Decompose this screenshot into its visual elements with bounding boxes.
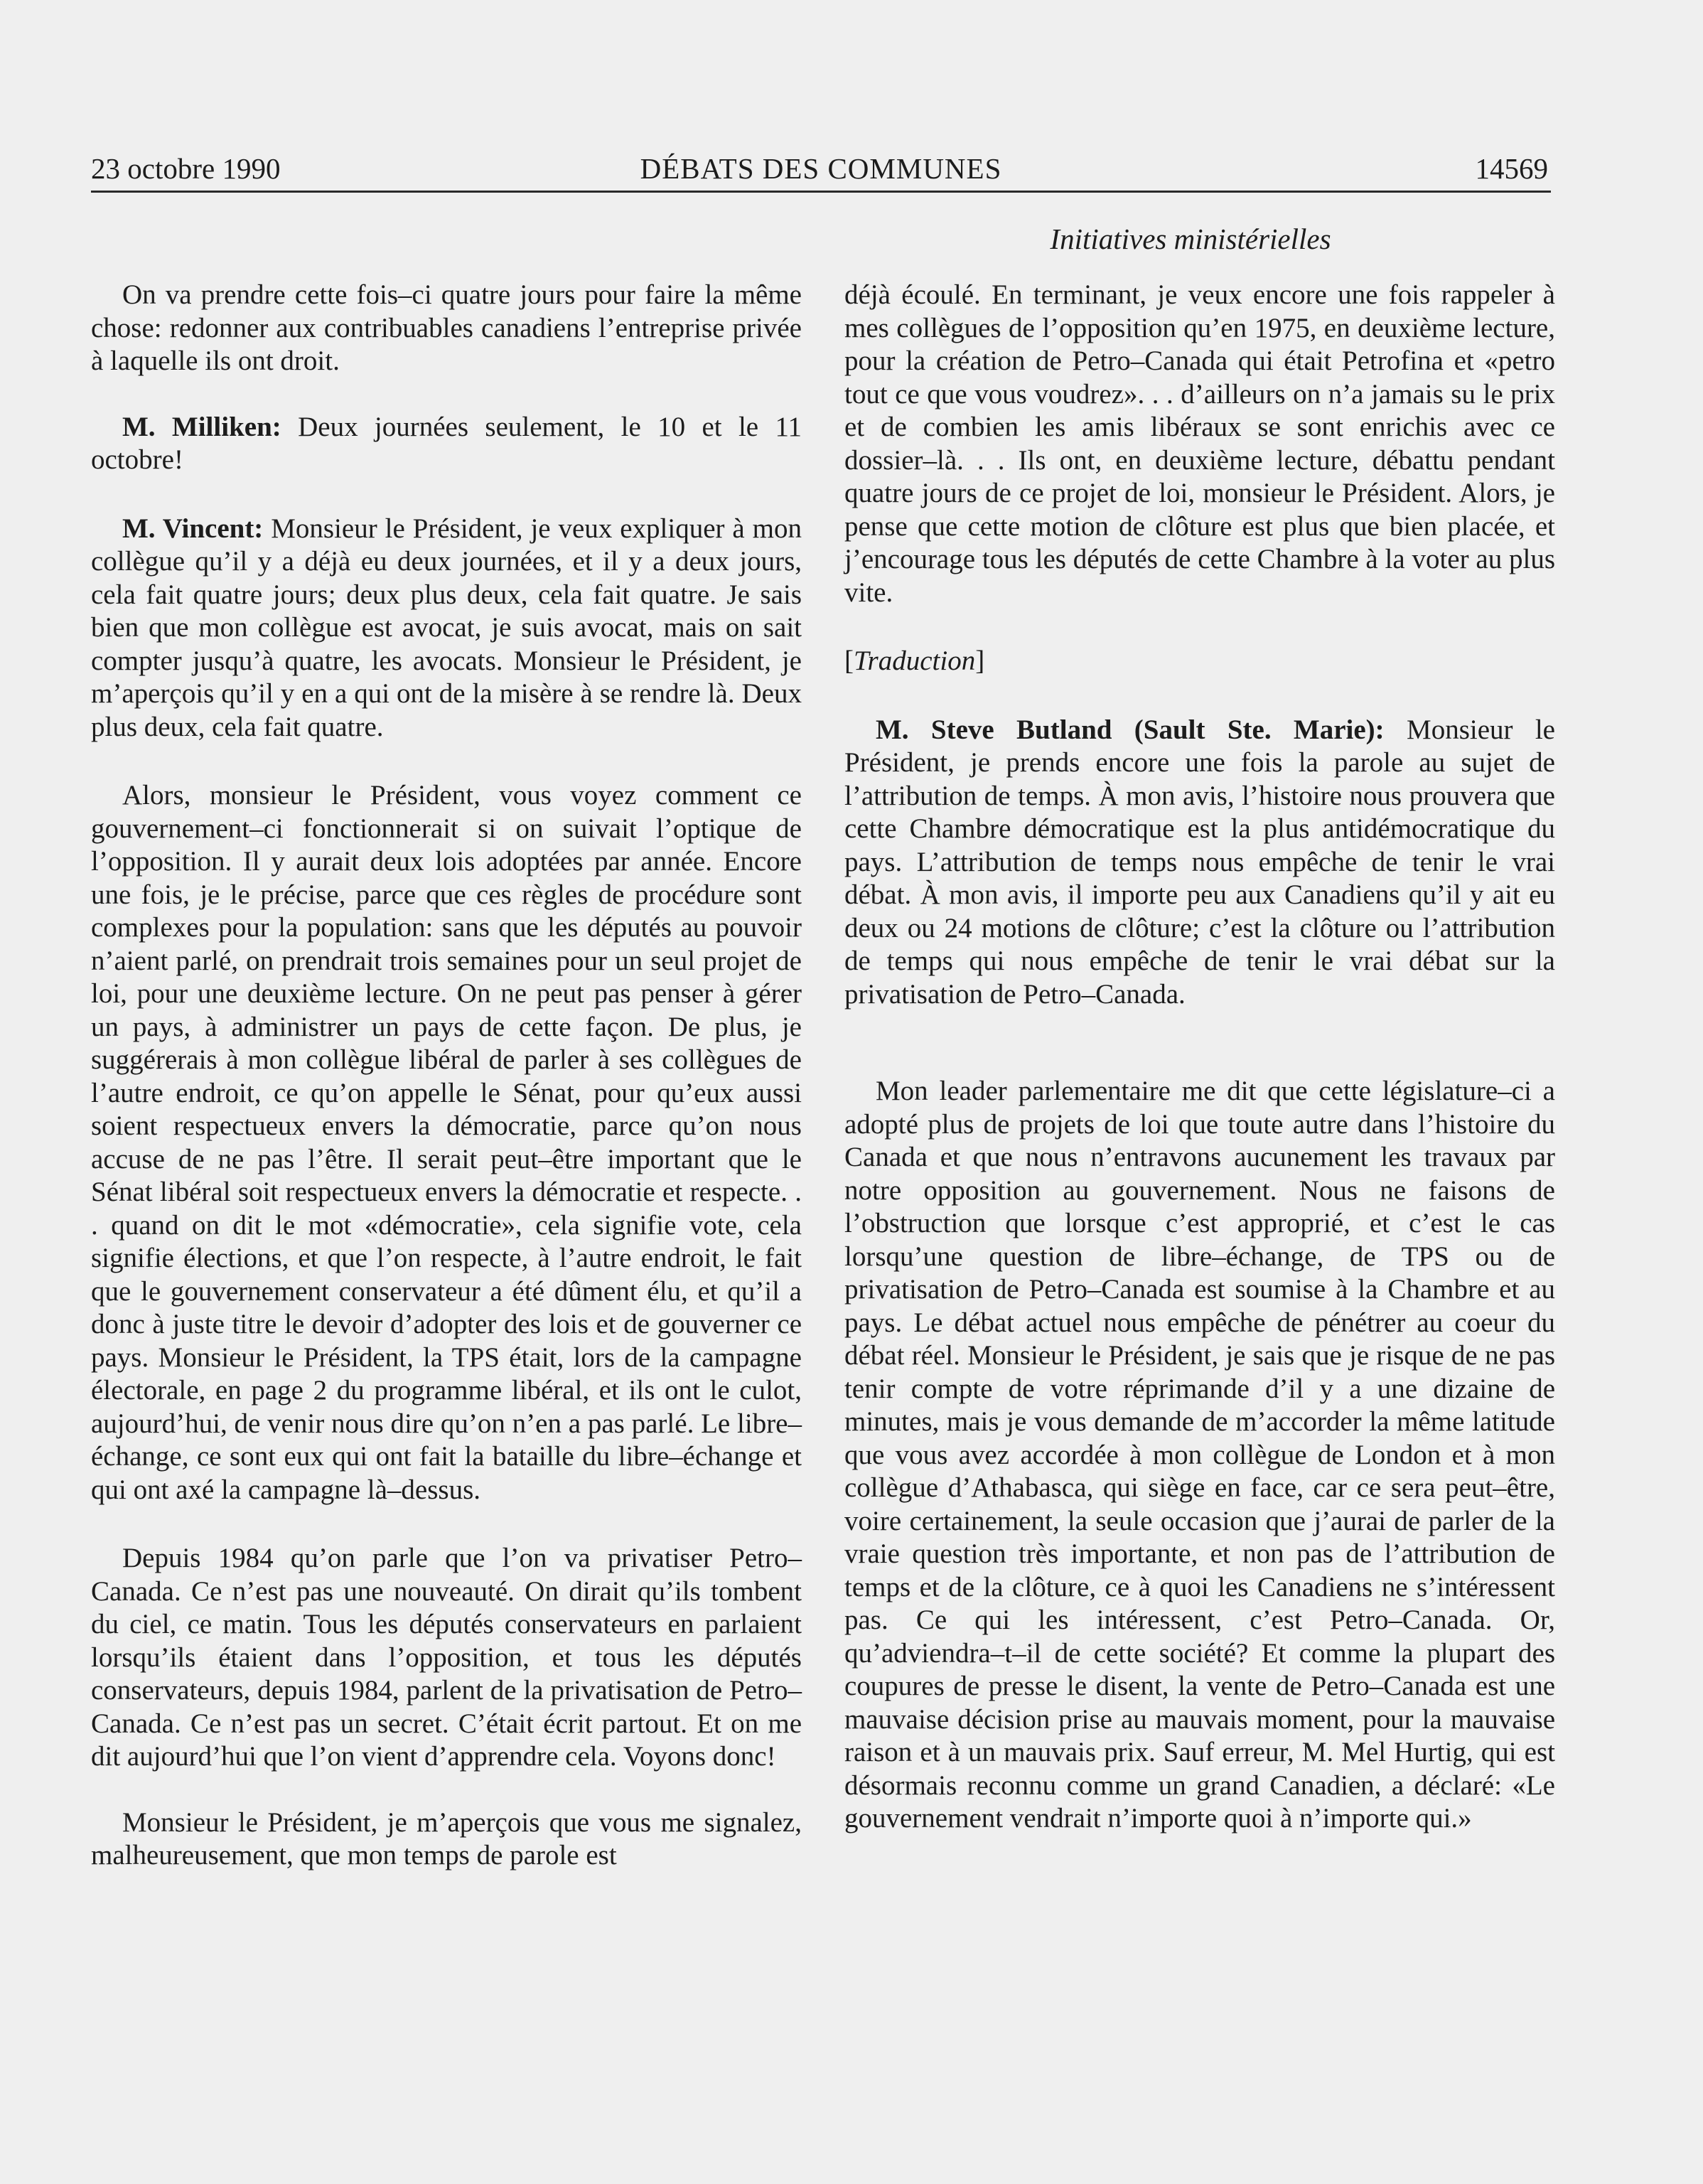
translation-note: [Traduction]	[844, 646, 985, 676]
header-page-number: 14569	[1475, 152, 1548, 185]
speaker-name: M. Steve Butland (Sault Ste. Marie):	[876, 714, 1385, 745]
paragraph	[91, 513, 802, 744]
paragraph: Alors, monsieur le Président, vous voyez comment ce gouvernement–ci fonctionnerait si on suivait l’optique de l’opposition. Il y aurait deux lois adoptées par année. Encore une fois, je le précise, parce que ces règles de procédure sont complexes pour la population: sans que les députés au pouvoir n’aient parlé, on prendrait trois semaines pour un seul projet de loi, pour une deuxième lecture. On ne peut pas penser à gérer un pays, à administrer un pays de cette façon. De plus, je suggérerais à mon collègue libéral de parler à ses collègues de l’autre endroit, ce qu’on appelle le Sénat, pour qu’eux aussi soient respectueux envers la démocratie, parce qu’on nous accuse de ne pas l’être. Il serait peut–être important que le Sénat libéral soit respectueux envers la démocratie et respecte. . . quand on dit le mot «démocratie», cela signifie vote, cela signifie élections, et que l’on respecte, à l’autre endroit, le fait que le gouvernement conservateur a été dûment élu, et qu’il a donc à juste titre le devoir d’adopter des lois et de gouverner ce pays. Monsieur le Président, la TPS était, lors de la campagne électorale, en page 2 du programme libéral, et ils ont le culot, aujourd’hui, de venir nous dire qu’on n’en a pas parlé. Le libre–échange, ce sont eux qui ont fait la bataille du libre–échange et qui ont axé la campagne là–dessus.	[91, 780, 802, 1505]
speech-text: Deux journées seulement, le 10 et le 11 octobre!	[91, 411, 802, 475]
paragraph: déjà écoulé. En terminant, je veux encore une fois rappeler à mes collègues de l’opposition qu’en 1975, en deuxième lecture, pour la création de Petro–Canada qui était Petrofina et «petro tout ce que vous voudrez». . . d’ailleurs on n’a jamais su le prix et de combien les amis libéraux se sont enrichis avec ce dossier–là. . . Ils ont, en deuxième lecture, débattu pendant quatre jours de ce projet de loi, monsieur le Président. Alors, je pense que cette motion de clôture est plus que bien placée, et j’encourage tous les députés de cette Chambre à la voter au plus vite.	[844, 279, 1555, 608]
right-column	[844, 279, 1555, 1836]
speaker-name: M. Milliken:	[122, 411, 281, 442]
paragraph: Monsieur le Président, je m’aperçois que vous me signalez, malheureusement, que mon temps de parole est	[91, 1806, 802, 1870]
page-header	[91, 146, 1551, 193]
section-title: Initiatives ministérielles	[1050, 223, 1331, 255]
speech-text: Monsieur le Président, je prends encore une fois la parole au sujet de l’attribution de temps. À mon avis, l’histoire nous prouvera que cette Chambre démocratique est la plus antidémocratique du pays. L’attribution de temps nous empêche de tenir le vrai débat. À mon avis, il importe peu aux Canadiens qu’il y ait eu deux ou 24 motions de clôture; c’est la clôture ou l’attribution de temps qui nous empêche de tenir le vrai débat sur la privatisation de Petro–Canada.	[844, 714, 1555, 1010]
paragraph: Depuis 1984 qu’on parle que l’on va privatiser Petro–Canada. Ce n’est pas une nouveauté. On dirait qu’ils tombent du ciel, ce matin. Tous les députés conservateurs en parlaient lorsqu’ils étaient dans l’opposition, et tous les députés conservateurs, depuis 1984, parlent de la privatisation de Petro–Canada. Ce n’est pas un secret. C’était écrit partout. Et on me dit aujourd’hui que l’on vient d’apprendre cela. Voyons donc!	[91, 1543, 802, 1772]
left-column	[91, 279, 802, 1873]
speech-text: Monsieur le Président, je veux expliquer à mon collègue qu’il y a déjà eu deux journées, et il y a deux jours, cela fait quatre jours; deux plus deux, cela fait quatre. Je sais bien que mon collègue est avocat, je suis avocat, mais on sait compter jusqu’à quatre, les avocats. Monsieur le Président, je m’aperçois qu’il y en a qui ont de la misère à se rendre là. Deux plus deux, cela fait quatre.	[91, 513, 802, 742]
speaker-name: M. Vincent:	[122, 513, 264, 544]
header-date: 23 octobre 1990	[91, 152, 281, 185]
paragraph: On va prendre cette fois–ci quatre jours pour faire la même chose: redonner aux contribuables canadiens l’entreprise privée à laquelle ils ont droit.	[91, 279, 802, 376]
paragraph: Mon leader parlementaire me dit que cette législature–ci a adopté plus de projets de loi que toute autre dans l’histoire du Canada et que nous n’entravons aucunement les travaux par notre opposition au gouvernement. Nous ne faisons de l’obstruction que lorsque c’est approprié, et c’est le cas lorsqu’une question de libre–échange, de TPS ou de privatisation de Petro–Canada est soumise à la Chambre et au pays. Le débat actuel nous empêche de pénétrer au coeur du débat réel. Monsieur le Président, je sais que je risque de ne pas tenir compte de votre réprimande d’il y a une dizaine de minutes, mais je vous demande de m’accorder la même latitude que vous avez accordée à mon collègue de London et à mon collègue d’Athabasca, qui siège en face, car ce sera peut–être, voire certainement, la seule occasion que j’aurai de parler de la vraie question très importante, et non pas de l’attribution de temps et de la clôture, ce à quoi les Canadiens ne s’intéressent pas. Ce qui les intéressent, c’est Petro–Canada. Or, qu’adviendra–t–il de cette société? Et comme la plupart des coupures de presse le disent, la vente de Petro–Canada est une mauvaise décision prise au mauvais moment, pour la mauvaise raison et à un mauvais prix. Sauf erreur, M. Mel Hurtig, qui est désormais reconnu comme un grand Canadien, a déclaré: «Le gouvernement vendrait n’importe quoi à n’importe qui.»	[844, 1076, 1555, 1834]
paragraph	[844, 714, 1555, 1012]
header-title: DÉBATS DES COMMUNES	[640, 152, 1002, 185]
paragraph	[91, 411, 802, 477]
translation-label: Traduction	[854, 646, 976, 676]
